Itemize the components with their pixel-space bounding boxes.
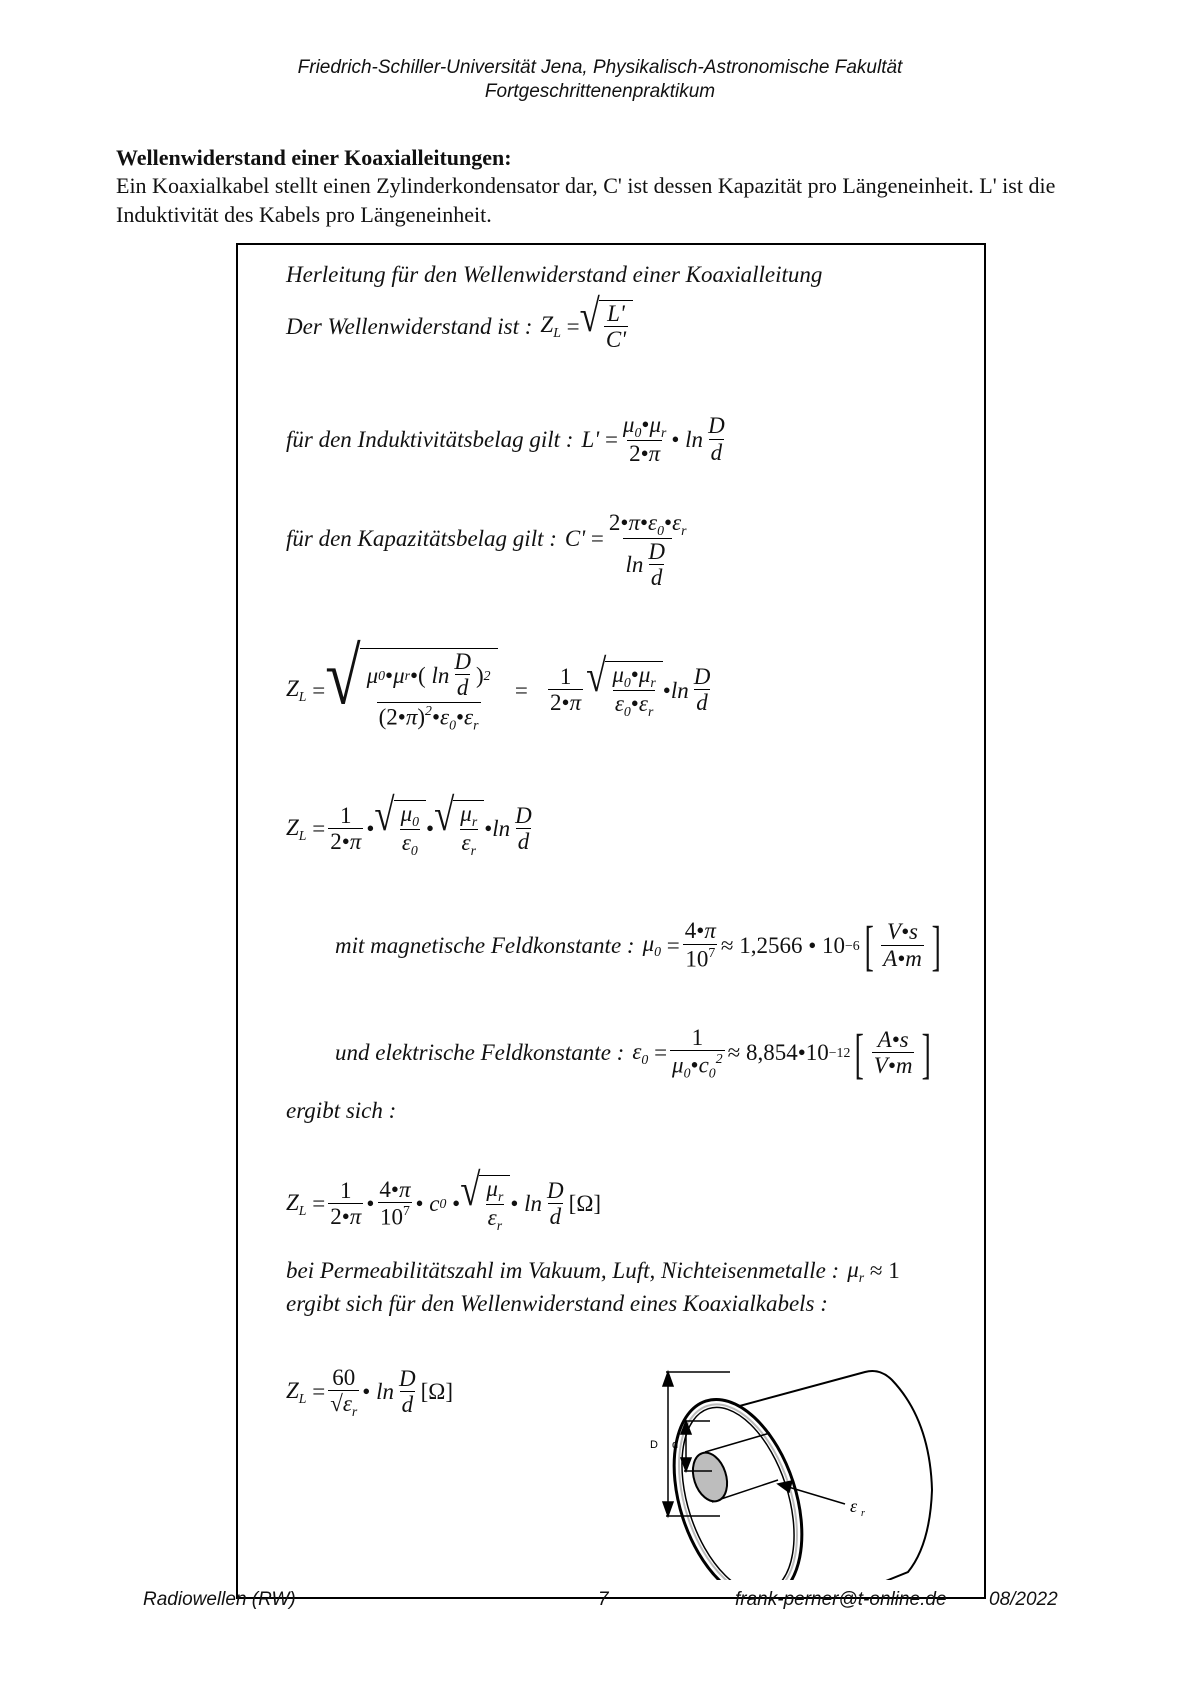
section-title: Wellenwiderstand einer Koaxialleitungen: xyxy=(116,145,512,170)
header-institution: Friedrich-Schiller-Universität Jena, Physikalisch-Astronomische Fakultät xyxy=(297,57,903,78)
l-label: für den Induktivitätsbelag gilt : xyxy=(286,426,574,452)
formula-zl-split: $Z_L$ = $\frac{1}{2•\pi}$ • √ $\frac{\mu_0}{\varepsilon_0}$ • √ $\frac{\mu_r}{\varepsilon_r}$ • ln $\frac{D}{d}$ xyxy=(286,788,532,858)
eps0-unit-num: A•s xyxy=(877,1026,909,1052)
ohm-unit-final: [Ω] xyxy=(420,1379,454,1405)
mu0-unit-num: V•s xyxy=(886,919,918,945)
formula-permeability: bei Permeabilitätszahl im Vakuum, Luft, Nichteisenmetalle : $\mu_r$ ≈ 1 xyxy=(286,1257,900,1285)
formula-mu0: mit magnetische Feldkonstante : $\mu_0$ = $\frac{4•\pi}{10^7}$ ≈ 1,2566 • 10 −6 [ $\frac{V•s}{A•m}$ ] xyxy=(335,915,941,976)
mu0-value: ≈ 1,2566 • 10 xyxy=(720,932,846,958)
footer-title: Radiowellen (RW) xyxy=(143,1589,296,1610)
formula-zl-definition: Der Wellenwiderstand ist : $Z_L$ = √ $\frac{L'}{C'}$ xyxy=(286,300,633,354)
formula-result: $Z_L$ = $\frac{60}{√\varepsilon_r}$ • ln $\frac{D}{d}$ [Ω] xyxy=(286,1365,454,1420)
perm-value: ≈ 1 xyxy=(869,1258,900,1284)
mu0-unit-den: A•m xyxy=(883,945,922,971)
formula-eps0: und elektrische Feldkonstante : $\varepsilon_0$ = $\frac{1}{\mu_0•c_0^2}$ ≈ 8,854•10 −12 [ $\frac{A•s}{V•m}$ ] xyxy=(335,1022,932,1084)
perm-label: bei Permeabilitätszahl im Vakuum, Luft, Nichteisenmetalle : xyxy=(286,1258,840,1284)
label-epsilon-sub: r xyxy=(861,1508,865,1519)
formula-zl-constants: $Z_L$ = $\frac{1}{2•\pi}$ • $\frac{4•\pi}{10^7}$ • c 0 • √ $\frac{\mu_r}{\varepsilon_r}$ • ln $\frac{D}{d}$ [Ω] xyxy=(286,1163,602,1233)
section-intro: Ein Koaxialkabel stellt einen Zylinderkondensator dar, C' ist dessen Kapazität pro Längeneinheit. L' ist die Induktivität des Kabels pro Längeneinheit. xyxy=(116,173,1056,227)
eps0-label: und elektrische Feldkonstante : xyxy=(335,1040,625,1066)
ergibt-sich-label: ergibt sich : xyxy=(286,1098,397,1123)
formula-capacitance: für den Kapazitätsbelag gilt : C' = $2•\pi•\varepsilon_0•\varepsilon_r$ ln $\frac{D}{d}$ xyxy=(286,510,687,591)
eps0-value: ≈ 8,854•10 xyxy=(727,1040,829,1066)
label-D: D xyxy=(650,1439,658,1451)
eps0-exponent: −12 xyxy=(828,1045,851,1061)
footer-email: frank-perner@t-online.de xyxy=(735,1589,947,1610)
result-numerator: 60 xyxy=(332,1365,356,1390)
formula-inductance: für den Induktivitätsbelag gilt : L' = $\frac{\mu_0•\mu_r}{2•\pi}$ • ln $\frac{D}{d}$ xyxy=(286,412,725,466)
mu0-exponent: −6 xyxy=(845,937,860,953)
formula-zl-expanded: $Z_L$ = √ μ 0 • μ r •( ln $\frac{D}{d}$ ) 2 $(2•\pi)^2•\varepsilon_0•\varepsilon_r$ = $\frac{1}{2•\pi}$ √ $\frac{\mu_0•\mu_r}{\varepsilon_0•\varepsilon_r}$ • ln $\frac{D}{d}$ xyxy=(286,632,711,733)
footer-page-number: 7 xyxy=(598,1589,609,1610)
z-label: Der Wellenwiderstand ist : xyxy=(286,313,533,339)
eps0-unit-den: V•m xyxy=(873,1053,913,1079)
header-course: Fortgeschrittenenpraktikum xyxy=(484,81,716,102)
mu0-label: mit magnetische Feldkonstante : xyxy=(335,932,635,958)
label-d: d xyxy=(672,1439,679,1451)
result-label: ergibt sich für den Wellenwiderstand eines Koaxialkabels : xyxy=(286,1291,828,1316)
coax-cable-diagram xyxy=(630,1340,950,1580)
derivation-heading: Herleitung für den Wellenwiderstand einer Koaxialleitung xyxy=(286,262,823,287)
ohm-unit: [Ω] xyxy=(568,1191,602,1217)
label-epsilon: ε xyxy=(850,1496,858,1516)
footer-date: 08/2022 xyxy=(989,1589,1058,1610)
c-label: für den Kapazitätsbelag gilt : xyxy=(286,526,557,551)
